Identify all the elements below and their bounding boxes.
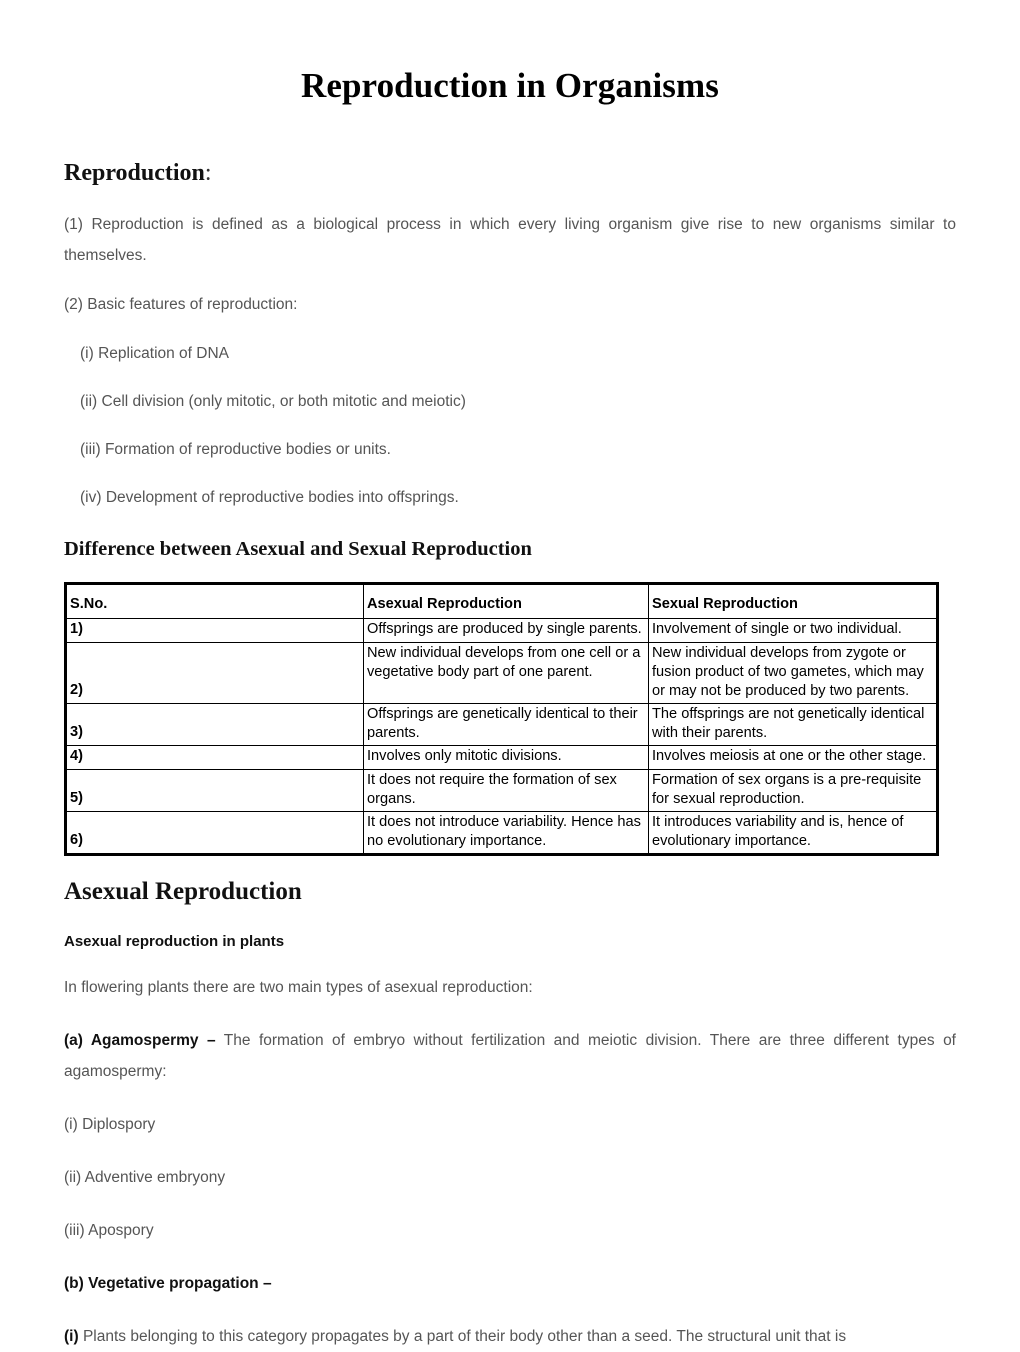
row-sno: 6) — [66, 812, 364, 855]
comparison-heading: Difference between Asexual and Sexual Reproduction — [64, 538, 532, 560]
row-sexual: It introduces variability and is, hence of evolutionary importance. — [649, 812, 938, 855]
row-sexual: The offsprings are not genetically identical with their parents. — [649, 704, 938, 746]
column-header-sexual: Sexual Reproduction — [649, 584, 938, 619]
vegetative-item-text: Plants belonging to this category propagates by a part of their body other than a seed. The structural unit that is — [78, 1328, 847, 1345]
row-asexual: Offsprings are genetically identical to their parents. — [364, 704, 649, 746]
vegetative-propagation-label-para — [64, 1246, 956, 1299]
row-asexual: Involves only mitotic divisions. — [364, 746, 649, 770]
agamospermy-type-apospory: (iii) Apospory — [64, 1222, 154, 1239]
row-sno: 4) — [66, 746, 364, 770]
asexual-heading: Asexual Reproduction — [64, 878, 302, 905]
reproduction-para-1: (1) Reproduction is defined as a biological process in which every living organism give rise to new organisms similar to themselves. — [64, 216, 956, 264]
agamospermy-label: (a) Agamospermy – — [64, 1032, 216, 1049]
feature-item-development: (iv) Development of reproductive bodies into offsprings. — [80, 489, 459, 506]
table-row — [66, 746, 938, 770]
row-sno: 2) — [66, 643, 364, 704]
row-sno: 1) — [66, 619, 364, 643]
row-asexual: New individual develops from one cell or a vegetative body part of one parent. — [364, 643, 649, 704]
row-sno: 5) — [66, 770, 364, 812]
comparison-table — [64, 582, 939, 856]
row-sexual: Involvement of single or two individual. — [649, 619, 938, 643]
row-asexual: It does not require the formation of sex organs. — [364, 770, 649, 812]
row-asexual: It does not introduce variability. Hence has no evolutionary importance. — [364, 812, 649, 855]
table-header-row — [66, 584, 938, 619]
feature-item-replication: (i) Replication of DNA — [80, 345, 230, 362]
row-sexual: Formation of sex organs is a pre-requisite for sexual reproduction. — [649, 770, 938, 812]
section-reproduction — [64, 106, 956, 512]
vegetative-propagation-item — [64, 1299, 956, 1352]
feature-item-formation: (iii) Formation of reproductive bodies or units. — [80, 441, 391, 458]
vegetative-propagation-label: (b) Vegetative propagation – — [64, 1275, 272, 1292]
page-title: Reproduction in Organisms — [300, 66, 720, 105]
agamospermy-type-diplospory: (i) Diplospory — [64, 1116, 156, 1133]
table-row — [66, 770, 938, 812]
table-row — [66, 812, 938, 855]
feature-item-cell-division: (ii) Cell division (only mitotic, or both mitotic and meiotic) — [80, 393, 466, 410]
agamospermy-text: The formation of embryo without fertilization and meiotic division. There are three different types of agamospermy: — [64, 1032, 956, 1080]
row-sexual: Involves meiosis at one or the other stage. — [649, 746, 938, 770]
asexual-subheading: Asexual reproduction in plants — [64, 933, 285, 950]
column-header-asexual: Asexual Reproduction — [364, 584, 649, 619]
row-sexual: New individual develops from zygote or fusion product of two gametes, which may or may not be produced by two parents. — [649, 643, 938, 704]
reproduction-heading-colon: : — [204, 160, 212, 186]
column-header-sno: S.No. — [66, 584, 364, 619]
vegetative-item-label: (i) — [64, 1328, 79, 1345]
row-sno: 3) — [66, 704, 364, 746]
reproduction-heading-text: Reproduction — [64, 160, 205, 186]
reproduction-heading — [64, 160, 956, 187]
agamospermy-para — [64, 1003, 956, 1087]
reproduction-para-2: (2) Basic features of reproduction: — [64, 296, 298, 313]
section-asexual-reproduction — [64, 856, 956, 1352]
table-row — [66, 643, 938, 704]
row-asexual: Offsprings are produced by single parents. — [364, 619, 649, 643]
table-row — [66, 619, 938, 643]
asexual-intro: In flowering plants there are two main types of asexual reproduction: — [64, 979, 533, 996]
agamospermy-type-adventive-embryony: (ii) Adventive embryony — [64, 1169, 226, 1186]
table-row — [66, 704, 938, 746]
